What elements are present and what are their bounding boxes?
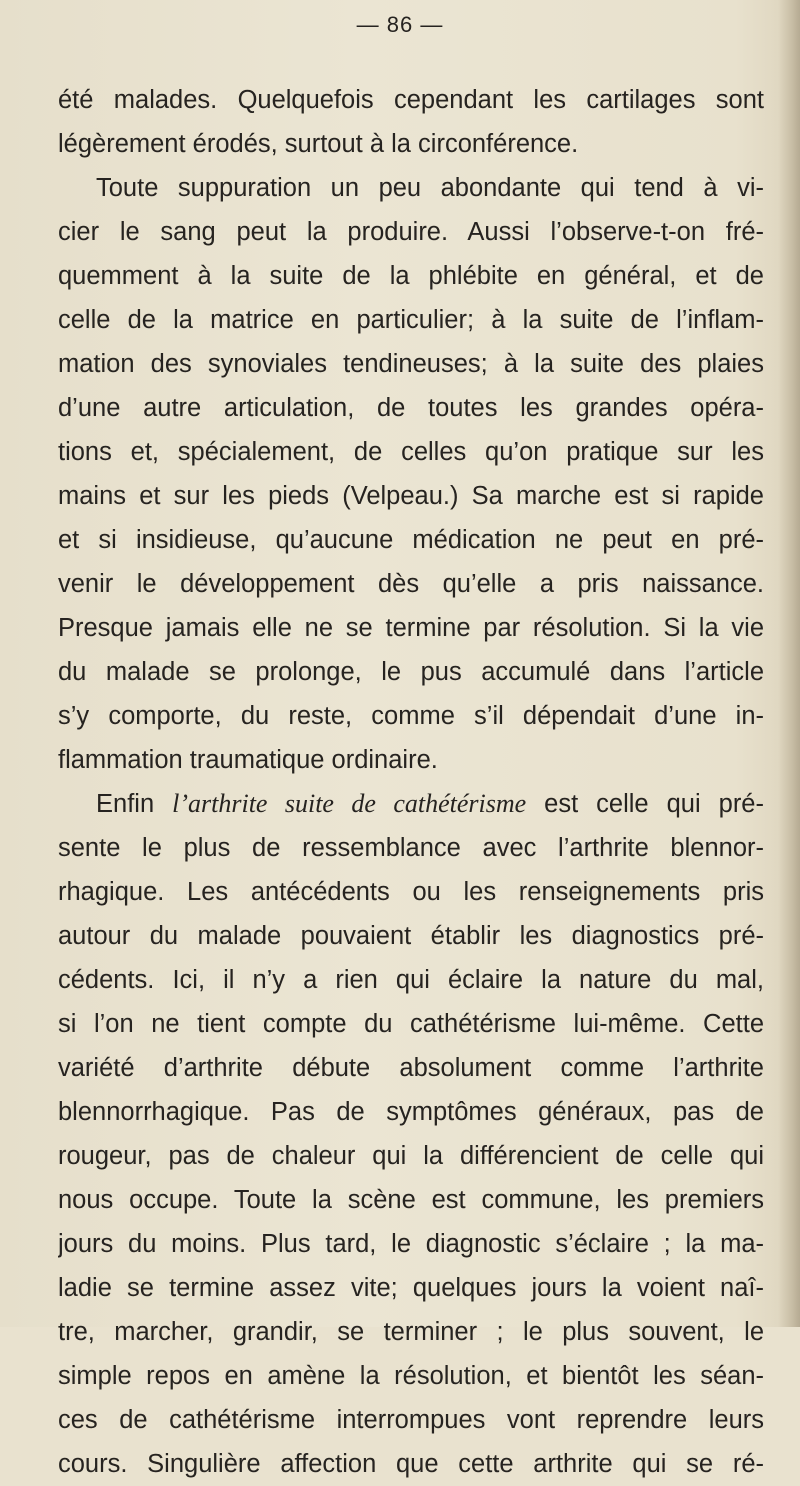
text-line: sente le plus de ressemblance avec l’arthrite blennor-	[58, 834, 764, 862]
text-line: blennorrhagique. Pas de symptômes généraux, pas de	[58, 1098, 764, 1126]
text-line: Toute suppuration un peu abondante qui tend à vi-	[96, 174, 764, 202]
text-line: jours du moins. Plus tard, le diagnostic s’éclaire ; la ma-	[58, 1230, 764, 1258]
page-number: — 86 —	[356, 12, 444, 37]
text-line: rhagique. Les antécédents ou les renseignements pris	[58, 878, 764, 906]
text-line: cédents. Ici, il n’y a rien qui éclaire la nature du mal,	[58, 966, 764, 994]
text-line: cours. Singulière affection que cette arthrite qui se ré-	[58, 1450, 764, 1478]
text-line: quemment à la suite de la phlébite en général, et de	[58, 262, 764, 290]
text-line: s’y comporte, du reste, comme s’il dépendait d’une in-	[58, 702, 764, 730]
text-line: du malade se prolonge, le pus accumulé dans l’article	[58, 658, 764, 686]
text-line: nous occupe. Toute la scène est commune, les premiers	[58, 1186, 764, 1214]
text-line: si l’on ne tient compte du cathétérisme lui-même. Cette	[58, 1010, 764, 1038]
text-lead: Enfin	[96, 790, 173, 818]
text-line: Presque jamais elle ne se termine par résolution. Si la vie	[58, 614, 764, 642]
text-line: tions et, spécialement, de celles qu’on pratique sur les	[58, 438, 764, 466]
text-line-with-italic	[58, 782, 764, 826]
text-line: venir le développement dès qu’elle a pris naissance.	[58, 570, 764, 598]
text-line: celle de la matrice en particulier; à la suite de l’inflam-	[58, 306, 764, 334]
text-line: simple repos en amène la résolution, et bientôt les séan-	[58, 1362, 764, 1390]
text-rest: est celle qui pré-	[526, 790, 764, 818]
page-edge-shadow	[778, 0, 800, 1327]
text-line: cier le sang peut la produire. Aussi l’observe-t-on fré-	[58, 218, 764, 246]
text-line: variété d’arthrite débute absolument comme l’arthrite	[58, 1054, 764, 1082]
italic-term: l’arthrite suite de cathétérisme	[172, 789, 527, 818]
text-line: mains et sur les pieds (Velpeau.) Sa marche est si rapide	[58, 482, 764, 510]
text-line: ladie se termine assez vite; quelques jours la voient naî-	[58, 1274, 764, 1302]
text-line: d’une autre articulation, de toutes les grandes opéra-	[58, 394, 764, 422]
text-line: rougeur, pas de chaleur qui la différencient de celle qui	[58, 1142, 764, 1170]
text-line: flammation traumatique ordinaire.	[58, 746, 438, 774]
text-line: autour du malade pouvaient établir les diagnostics pré-	[58, 922, 764, 950]
text-line: et si insidieuse, qu’aucune médication ne peut en pré-	[58, 526, 764, 554]
text-line: ces de cathétérisme interrompues vont reprendre leurs	[58, 1406, 764, 1434]
text-line: mation des synoviales tendineuses; à la suite des plaies	[58, 350, 764, 378]
body-text	[58, 78, 764, 1486]
text-line: tre, marcher, grandir, se terminer ; le plus souvent, le	[58, 1318, 764, 1346]
text-line: légèrement érodés, surtout à la circonférence.	[58, 130, 579, 158]
text-line: été malades. Quelquefois cependant les cartilages sont	[58, 86, 764, 114]
